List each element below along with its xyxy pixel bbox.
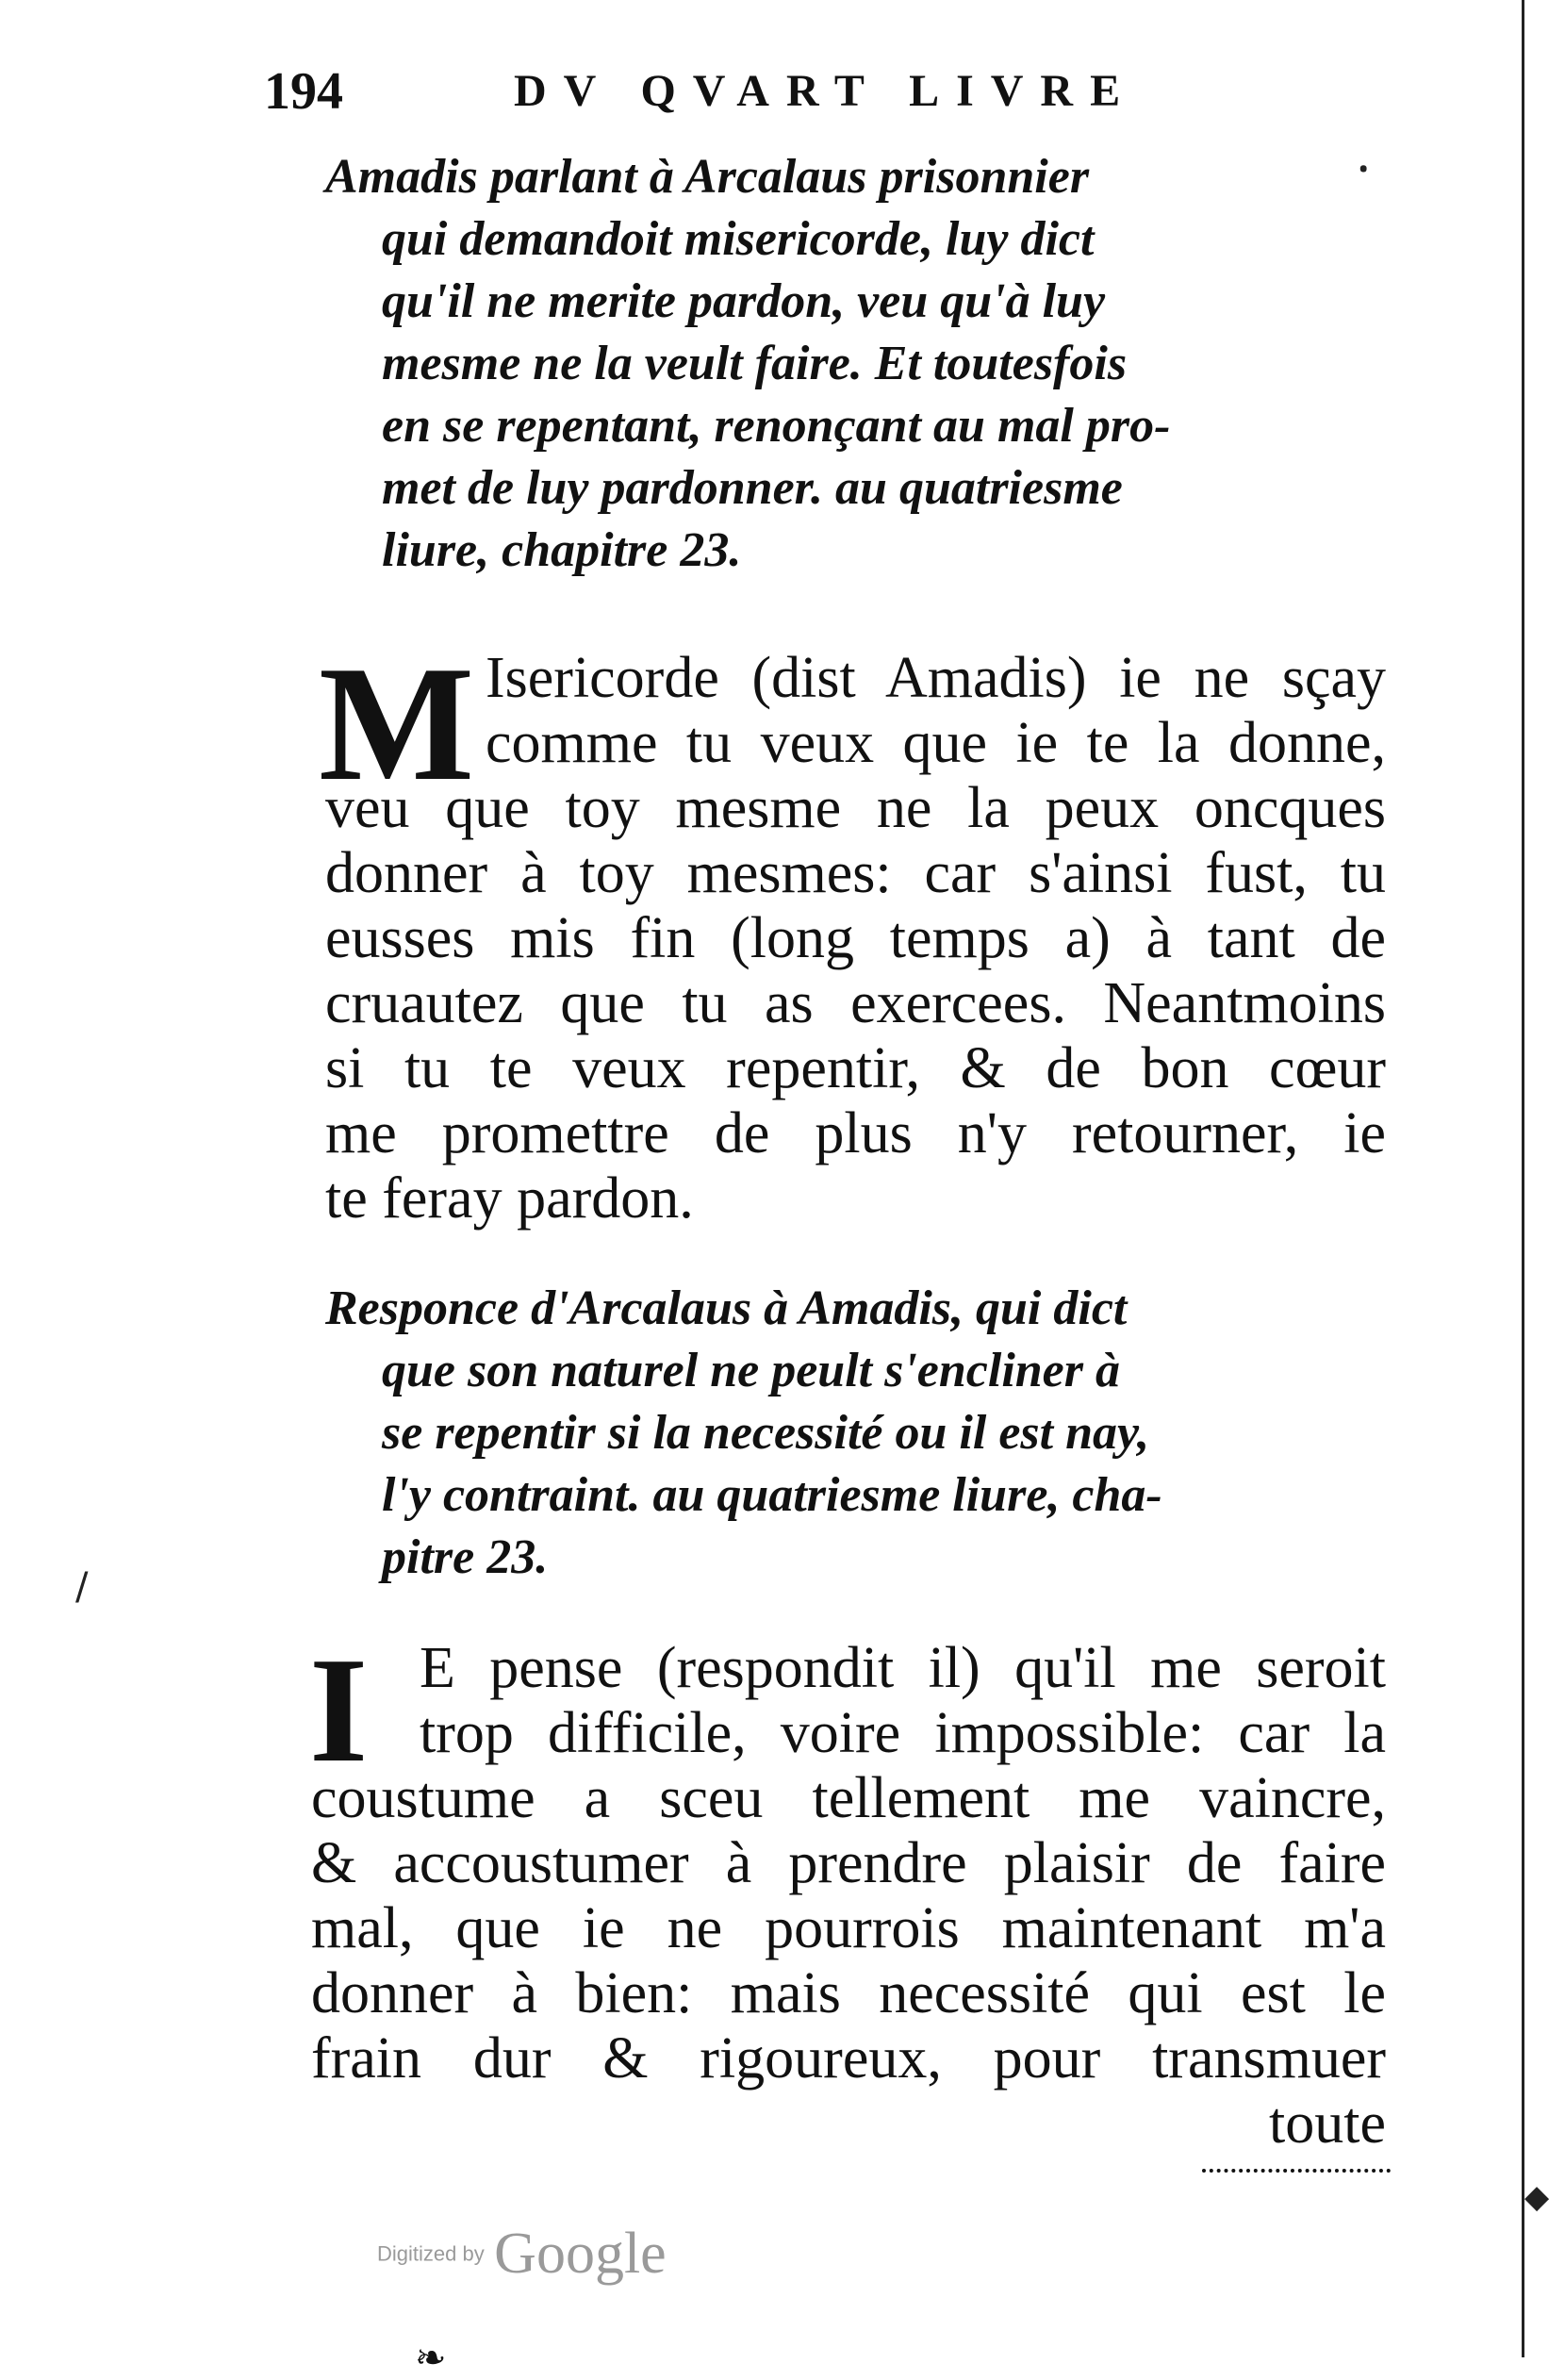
- summary-line: qui demandoit misericorde, luy dict: [382, 212, 1095, 266]
- summary-line: Amadis parlant à Arcalaus prisonnier: [325, 150, 1090, 204]
- body-line: eusses mis fin (long temps a) à tant de: [325, 906, 1386, 970]
- summary-line: Responce d'Arcalaus à Amadis, qui dict: [325, 1281, 1128, 1335]
- body-line: me promettre de plus n'y retourner, ie: [325, 1101, 1386, 1165]
- flourish-ornament: ❧: [415, 2337, 447, 2380]
- margin-mark: /: [75, 1565, 89, 1609]
- catchword: toute: [1269, 2091, 1386, 2156]
- body-line: donner à toy mesmes: car s'ainsi fust, tu: [325, 841, 1386, 905]
- chapter-summary-2: [325, 1278, 1343, 1589]
- body-line: trop difficile, voire impossible: car la: [420, 1701, 1386, 1765]
- drop-capital-i: I: [309, 1626, 369, 1793]
- running-title: DV QVART LIVRE: [514, 66, 1138, 116]
- body-line: veu que toy mesme ne la peux oncques: [325, 776, 1386, 840]
- body-line: comme tu veux que ie te la donne,: [486, 711, 1386, 775]
- body-paragraph-2: [309, 1626, 1386, 2157]
- summary-line: en se repentant, renonçant au mal pro-: [382, 399, 1171, 453]
- summary-line: pitre 23.: [382, 1530, 549, 1584]
- chapter-summary-1: [325, 146, 1343, 582]
- body-paragraph-1: [325, 646, 1386, 1231]
- page-edge: [1522, 0, 1524, 2357]
- body-line: Isericorde (dist Amadis) ie ne sçay: [486, 646, 1386, 710]
- summary-line: que son naturel ne peult s'encliner à: [382, 1344, 1120, 1397]
- body-line: te feray pardon.: [325, 1166, 694, 1231]
- body-line: frain dur & rigoureux, pour transmuer: [311, 2026, 1386, 2091]
- google-brand: Google: [494, 2222, 667, 2286]
- summary-line: se repentir si la necessité ou il est nay,: [382, 1406, 1150, 1460]
- body-line: donner à bien: mais necessité qui est le: [311, 1961, 1386, 2025]
- catchword-dots: [1202, 2169, 1391, 2176]
- summary-line: liure, chapitre 23.: [382, 523, 742, 577]
- digitized-by-label: Digitized by: [377, 2241, 485, 2266]
- summary-line: mesme ne la veult faire. Et toutesfois: [382, 337, 1128, 390]
- page-header: [264, 61, 1169, 127]
- summary-line: l'y contraint. au quatriesme liure, cha-: [382, 1468, 1162, 1522]
- body-line: & accoustumer à prendre plaisir de faire: [311, 1831, 1386, 1895]
- page-number: 194: [264, 62, 343, 121]
- margin-mark: ◆: [1524, 2178, 1550, 2216]
- body-line: coustume a sceu tellement me vaincre,: [311, 1766, 1386, 1830]
- margin-mark: ꞏ: [1358, 148, 1370, 191]
- summary-line: met de luy pardonner. au quatriesme: [382, 461, 1123, 515]
- drop-capital-m: M: [319, 632, 475, 815]
- body-line: cruautez que tu as exercees. Neantmoins: [325, 971, 1386, 1035]
- body-line: E pense (respondit il) qu'il me seroit: [420, 1636, 1386, 1700]
- body-line: si tu te veux repentir, & de bon cœur: [325, 1036, 1386, 1100]
- body-line: mal, que ie ne pourrois maintenant m'a: [311, 1896, 1386, 1960]
- digitized-watermark: [377, 2221, 667, 2288]
- summary-line: qu'il ne merite pardon, veu qu'à luy: [382, 274, 1106, 328]
